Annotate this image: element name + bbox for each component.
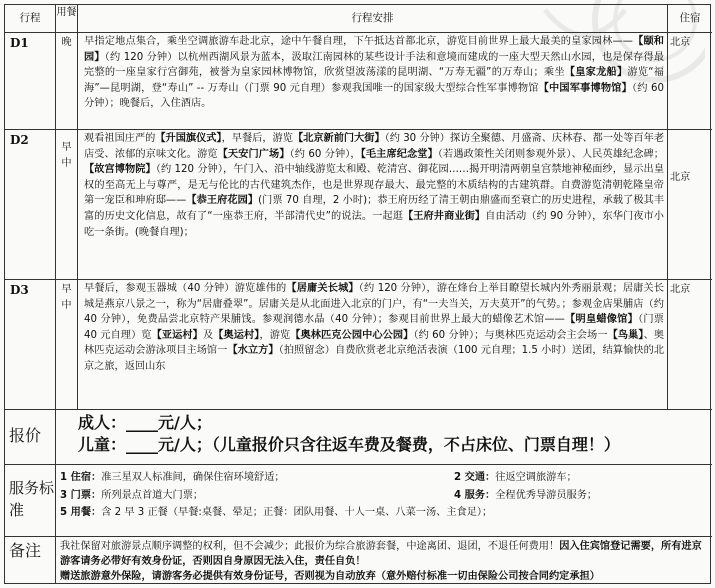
attraction-name: 【毛主席纪念堂】 xyxy=(360,148,438,160)
stay-city: 北京 xyxy=(668,130,712,280)
description-text: 游览“福海”—昆明湖，登“寿山” -- 万寿山（门票 90 元自理）参观我国唯一的国家级大型综合性军事博物馆 xyxy=(84,67,664,94)
attraction-name: 【皇家龙船】 xyxy=(564,67,628,79)
meal-char: 中 xyxy=(61,299,72,311)
notes-label: 备注 xyxy=(5,537,56,583)
description-text: （若遇政策性关闭则参观外景）、人民英雄纪念碑； xyxy=(437,148,664,160)
attraction-name: 【奥林匹克公园中心公园】 xyxy=(290,329,414,341)
day-description xyxy=(78,130,668,280)
attraction-name: 【中国军事博物馆】 xyxy=(538,82,632,94)
description-text: （约 120 分钟），午门入、沿中轴线游览太和殿、乾清宫、御花园……揭开明清两朝皇宫禁地神秘面纱，显示出皇权的至高无上与尊严，是无与伦比的古代建筑杰作，也是世界现存最大、最完整的木质结构的古建筑群。自费游览清朝乾隆皇帝第一宠臣和珅府邸—— xyxy=(84,164,665,207)
meal-cell xyxy=(56,33,78,130)
description-text: 观看祖国庄严的 xyxy=(84,133,156,144)
service-item-tickets: 3 门票：所列景点首道大门票； xyxy=(60,489,204,501)
day-label: D3 xyxy=(5,280,56,410)
attraction-name: 【王府井商业街】 xyxy=(402,210,486,222)
description-text: 早餐后，参观玉器城（40 分钟）游览雄伟的 xyxy=(84,283,287,294)
price-label: 报价 xyxy=(5,410,56,465)
service-item-transport: 2 交通：往返空调旅游车； xyxy=(454,472,577,483)
description-text: （门票 40 元自理）览 xyxy=(84,314,664,341)
day-description xyxy=(78,33,668,130)
attraction-name: 【居庸关长城】 xyxy=(286,283,359,294)
description-text: (门票 70 自理，2 小时)；恭王府历经了清王朝由鼎盛而至衰亡的历史进程，承载了极其丰富的历史文化信息，故有了“一座恭王府，半部清代史”的说法。一起逛 xyxy=(84,195,665,222)
notes-insurance: 赠送旅游意外保险，请游客务必提供有效身份证号，否则视为自动放弃（意外赔付标准一切由保险公司按合同约定承担） xyxy=(60,571,600,582)
header-plan: 行程安排 xyxy=(78,5,668,33)
meal-char: 中 xyxy=(61,157,72,169)
description-text: ，早餐后，游览 xyxy=(221,133,293,144)
service-item-guide: 4 服务：全程优秀导游员服务； xyxy=(454,489,598,501)
service-block xyxy=(56,465,712,537)
service-item-meals: 5 用餐：含 2 早 3 正餐（早餐:桌餐、晕足；正餐：团队用餐、十人一桌、八菜一汤、主食足）； xyxy=(60,507,493,519)
header-meal: 用餐 xyxy=(56,5,78,33)
attraction-name: 【恭王府花园】 xyxy=(186,195,259,207)
stay-city: 北京 xyxy=(668,280,712,410)
description-text: 、奥林匹克运动会游泳项目主场馆一 xyxy=(84,329,665,357)
itinerary-table xyxy=(4,4,711,584)
notes-id-warning: 因入住宾馆登记需要，所有进京游客请务必带好有效身份证，否则因自身原因无法入住，责任自负！ xyxy=(60,541,702,567)
day-description xyxy=(78,280,668,410)
adult-price: 成人：____元/人； xyxy=(78,413,212,432)
description-text: （约 120 分钟）以杭州西湖风景为蓝本，汲取江南园林的某些设计手法和意境而建成的一座大型天然山水园，也是保存得最完整的一座皇家行宫御苑，被誉为皇家园林博物馆，欣赏望波荡漾的昆明湖、“万寿无疆”的万寿山；乘坐 xyxy=(84,51,665,79)
price-block xyxy=(56,410,712,465)
attraction-name: 【故宫博物院】 xyxy=(84,164,156,176)
attraction-name: 【升国旗仪式】 xyxy=(155,133,222,144)
attraction-name: 【水立方】 xyxy=(227,345,279,357)
attraction-name: 【鸟巢】 xyxy=(607,329,644,341)
header-day: 行程 xyxy=(5,5,56,33)
attraction-name: 【奥运村】 xyxy=(213,329,260,341)
description-text: （拍照留念）自费欣赏老北京绝活表演（100 元自理；1.5 小时）送团，结算愉快的北京之旅，返回山东 xyxy=(84,345,665,372)
notes-block xyxy=(56,537,712,583)
description-text: （约 60 分钟）；与奥林匹克运动会主会场一 xyxy=(413,329,608,341)
attraction-name: 【颐和园】 xyxy=(84,36,664,63)
description-text: 及 xyxy=(202,329,214,341)
description-text: （约 60 分钟）；晚餐后，入住酒店。 xyxy=(84,82,664,110)
attraction-name: 【亚运村】 xyxy=(151,329,203,341)
service-label: 服务标准 xyxy=(5,465,56,537)
description-text: （约 30 分钟）探访全聚德、月盛斋、庆林春、都一处等百年老店受、浓郁的京味文化。游览 xyxy=(84,133,665,160)
description-text: （约 60 分钟）， xyxy=(289,148,361,160)
attraction-name: 【明皇蜡像馆】 xyxy=(564,314,639,326)
stay-city: 北京 xyxy=(668,33,712,130)
meal-char: 早 xyxy=(61,284,72,295)
service-item-lodging: 1 住宿：准三星双人标准间，确保住宿环境舒适； xyxy=(60,472,285,483)
day-label: D1 xyxy=(5,33,56,130)
attraction-name: 【天安门广场】 xyxy=(217,148,290,160)
meal-cell xyxy=(56,280,78,410)
meal-cell xyxy=(56,130,78,280)
description-text: 早指定地点集合，乘坐空调旅游车赴北京，途中午餐自理，下午抵达首都北京，游览目前世界上最大最美的皇家园林—— xyxy=(84,36,633,47)
meal-char: 早 xyxy=(61,142,72,153)
header-stay: 住宿 xyxy=(668,5,712,33)
notes-text: 我社保留对旅游景点顺序调整的权利，但不会减少；此报价为综合旅游套餐，中途离团、退团，不退任何费用！ xyxy=(60,541,560,552)
description-text: ，游览 xyxy=(259,329,291,341)
description-text: （约 120 分钟），游在烽台上举目瞭望长城内外秀丽景观；居庸关长城是燕京八景之一，称为“居庸叠翠”。居庸关是从北面进入北京的门户，有“一夫当关，万夫莫开”的气势。；参观金店果脯店（约 40 分钟），免费品尝北京特产果脯饯。参观润德水晶（40 分钟）；参观目前世界上最大的蜡像艺术馆—— xyxy=(84,283,665,326)
attraction-name: 【北京新前门大街】 xyxy=(292,133,385,144)
child-price: 儿童：____元/人；（儿童报价只含往返车费及餐费，不占床位、门票自理！） xyxy=(78,435,620,454)
description-text: 自由活动（约 90 分钟），东华门夜市小吃一条街。(晚餐自理)； xyxy=(84,210,664,238)
day-label: D2 xyxy=(5,130,56,280)
meal-char: 晚 xyxy=(61,37,72,48)
